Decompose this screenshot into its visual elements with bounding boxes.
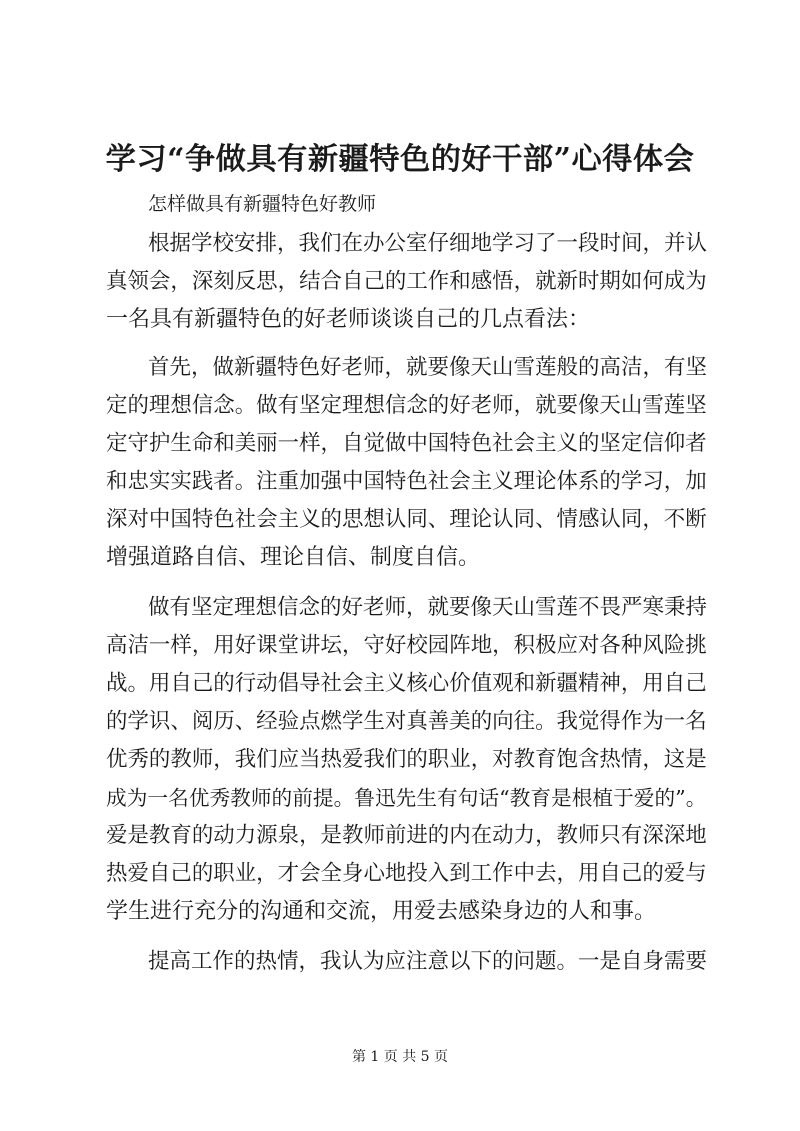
text-line: 提高工作的热情，我认为应注意以下的问题。一是自身需要 <box>148 949 708 974</box>
text-line: 一名具有新疆特色的好老师谈谈自己的几点看法： <box>106 307 591 332</box>
text-line: 定守护生命和美丽一样，自觉做中国特色社会主义的坚定信仰者 <box>106 431 707 456</box>
text-line: 热爱自己的职业，才会全身心地投入到工作中去，用自己的爱与 <box>106 861 707 886</box>
document-title: 学习“争做具有新疆特色的好干部”心得体会 <box>105 142 695 177</box>
text-line: 深对中国特色社会主义的思想认同、理论认同、情感认同，不断 <box>106 507 707 532</box>
text-line: 根据学校安排，我们在办公室仔细地学习了一段时间，并认 <box>148 231 708 256</box>
text-line: 学生进行充分的沟通和交流，用爱去感染身边的人和事。 <box>106 899 657 924</box>
text-line: 真领会，深刻反思，结合自己的工作和感悟，就新时期如何成为 <box>106 269 707 294</box>
document-subtitle: 怎样做具有新疆特色好教师 <box>148 193 377 215</box>
text-line: 爱是教育的动力源泉，是教师前进的内在动力，教师只有深深地 <box>106 823 707 848</box>
text-line: 高洁一样，用好课堂讲坛，守好校园阵地，积极应对各种风险挑 <box>106 633 707 658</box>
text-line: 的学识、阅历、经验点燃学生对真善美的向往。我觉得作为一名 <box>106 709 707 734</box>
text-line: 和忠实实践者。注重加强中国特色社会主义理论体系的学习，加 <box>106 469 707 494</box>
text-line: 首先，做新疆特色好老师，就要像天山雪莲般的高洁，有坚 <box>148 355 708 380</box>
text-line: 战。用自己的行动倡导社会主义核心价值观和新疆精神，用自己 <box>106 671 707 696</box>
text-line: 做有坚定理想信念的好老师，就要像天山雪莲不畏严寒秉持 <box>148 595 708 620</box>
text-line: 定的理想信念。做有坚定理想信念的好老师，就要像天山雪莲坚 <box>106 393 707 418</box>
text-line: 增强道路自信、理论自信、制度自信。 <box>106 545 481 570</box>
page-number-footer: 第 1 页 共 5 页 <box>351 1049 449 1065</box>
text-line: 优秀的教师，我们应当热爱我们的职业，对教育饱含热情，这是 <box>106 747 707 772</box>
text-line: 成为一名优秀教师的前提。鲁迅先生有句话“教育是根植于爱的”。 <box>106 786 707 810</box>
